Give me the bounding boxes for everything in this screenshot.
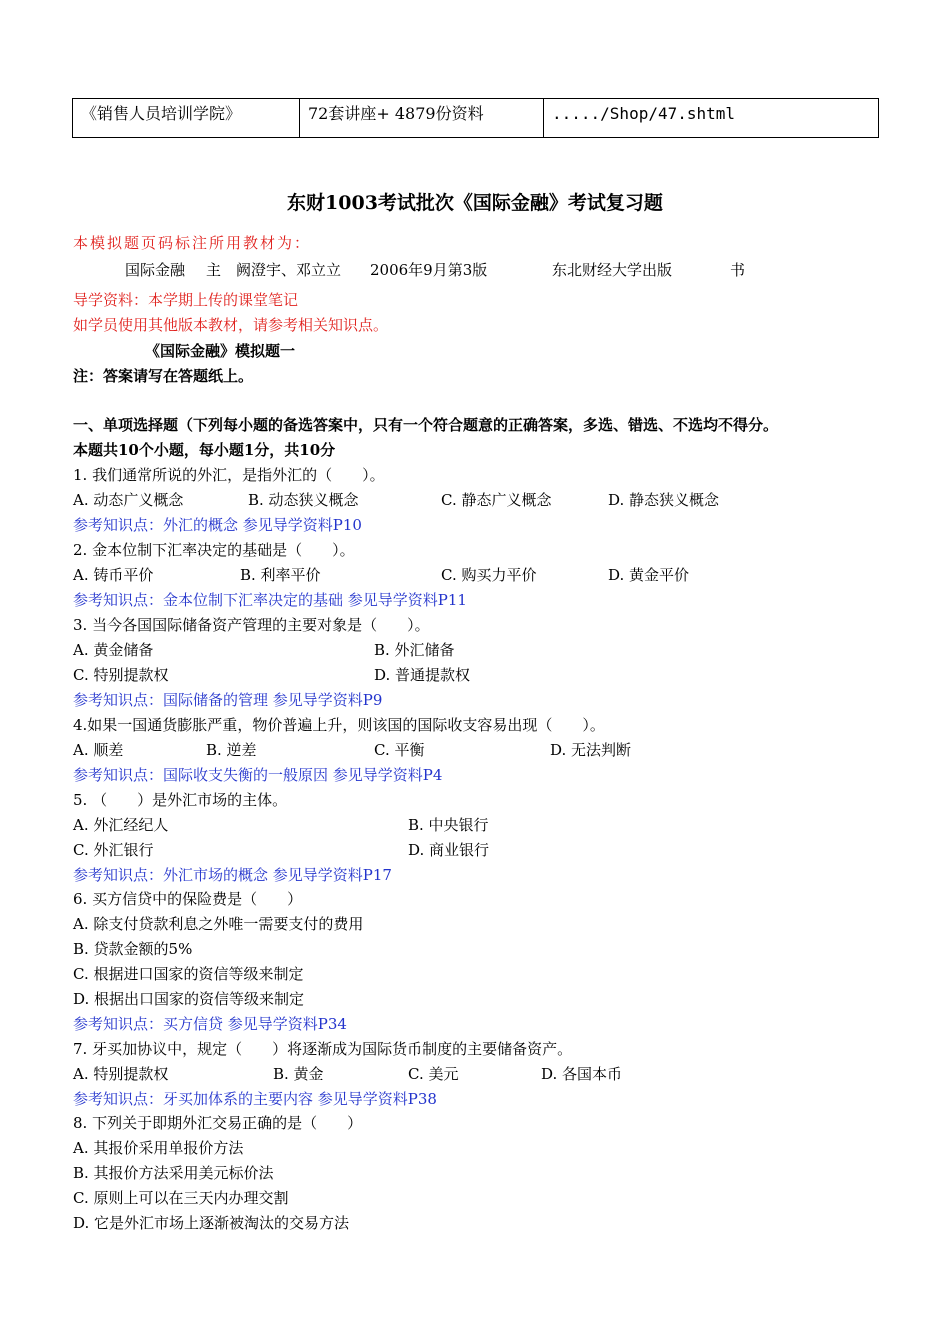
option-d: D. 根据出口国家的资信等级来制定 — [73, 990, 305, 1008]
question-stem: 5. （ ）是外汇市场的主体。 — [73, 791, 288, 809]
option-d: D. 商业银行 — [408, 841, 490, 859]
mock-title: 《国际金融》模拟题一 — [145, 342, 296, 360]
option-d: D. 普通提款权 — [374, 666, 471, 684]
option-b: B. 黄金 — [273, 1065, 324, 1083]
textbook-editor: 主 阙澄宇、邓立立 — [206, 261, 342, 279]
option-d: D. 静态狭义概念 — [608, 491, 720, 509]
option-b: B. 利率平价 — [240, 566, 321, 584]
option-c: C. 静态广义概念 — [441, 491, 552, 509]
question-stem: 2. 金本位制下汇率决定的基础是（ ）。 — [73, 541, 355, 559]
question-stem: 8. 下列关于即期外汇交易正确的是（ ） — [73, 1114, 363, 1132]
option-c: C. 特别提款权 — [73, 666, 169, 684]
header-cell-academy: 《销售人员培训学院》 — [73, 99, 300, 138]
option-a: A. 特别提款权 — [73, 1065, 169, 1083]
textbook-edition: 2006年9月第3版 — [370, 261, 488, 279]
option-b: B. 逆差 — [206, 741, 257, 759]
textbook-label: 本模拟题页码标注所用教材为： — [73, 234, 312, 252]
option-c: C. 根据进口国家的资信等级来制定 — [73, 965, 304, 983]
option-a: A. 黄金储备 — [73, 641, 154, 659]
option-c: C. 美元 — [408, 1065, 459, 1083]
question-stem: 6. 买方信贷中的保险费是（ ） — [73, 890, 303, 908]
reference-note: 参考知识点：买方信贷 参见导学资料P34 — [73, 1015, 347, 1033]
reference-note: 参考知识点：国际收支失衡的一般原因 参见导学资料P4 — [73, 766, 443, 784]
page-title: 东财1003考试批次《国际金融》考试复习题 — [287, 192, 663, 214]
option-d: D. 各国本币 — [541, 1065, 623, 1083]
option-b: B. 外汇储备 — [374, 641, 455, 659]
option-b: B. 贷款金额的5% — [73, 940, 193, 958]
textbook-book: 书 — [730, 261, 746, 279]
option-a: A. 顺差 — [73, 741, 124, 759]
answer-note: 注：答案请写在答题纸上。 — [73, 367, 254, 385]
option-a: A. 其报价采用单报价方法 — [73, 1139, 244, 1157]
reference-note: 参考知识点：金本位制下汇率决定的基础 参见导学资料P11 — [73, 591, 467, 609]
reference-note: 参考知识点：外汇市场的概念 参见导学资料P17 — [73, 866, 392, 884]
option-c: C. 外汇银行 — [73, 841, 154, 859]
option-b: B. 动态狭义概念 — [248, 491, 359, 509]
textbook-publisher: 东北财经大学出版 — [552, 261, 673, 279]
header-row — [73, 99, 879, 138]
reference-note: 参考知识点：牙买加体系的主要内容 参见导学资料P38 — [73, 1090, 437, 1108]
reference-note: 参考知识点：外汇的概念 参见导学资料P10 — [73, 516, 362, 534]
section-subheading: 本题共10个小题，每小题1分，共10分 — [73, 441, 336, 459]
version-note: 如学员使用其他版本教材，请参考相关知识点。 — [73, 316, 389, 334]
option-b: B. 其报价方法采用美元标价法 — [73, 1164, 274, 1182]
option-c: C. 购买力平价 — [441, 566, 537, 584]
option-a: A. 铸币平价 — [73, 566, 154, 584]
option-d: D. 它是外汇市场上逐渐被淘汰的交易方法 — [73, 1214, 350, 1232]
question-stem: 4.如果一国通货膨胀严重，物价普遍上升，则该国的国际收支容易出现（ ）。 — [73, 716, 605, 734]
option-c: C. 原则上可以在三天内办理交割 — [73, 1189, 289, 1207]
option-b: B. 中央银行 — [408, 816, 489, 834]
section-heading: 一、单项选择题（下列每小题的备选答案中，只有一个符合题意的正确答案，多选、错选、不选均不得分。 — [73, 416, 779, 434]
question-stem: 1. 我们通常所说的外汇，是指外汇的（ ）。 — [73, 466, 385, 484]
reference-note: 参考知识点：国际储备的管理 参见导学资料P9 — [73, 691, 383, 709]
header-table — [72, 98, 879, 138]
textbook-name: 国际金融 — [125, 261, 186, 279]
option-c: C. 平衡 — [374, 741, 425, 759]
option-a: A. 外汇经纪人 — [73, 816, 169, 834]
question-stem: 3. 当今各国国际储备资产管理的主要对象是（ ）。 — [73, 616, 430, 634]
header-cell-materials: 72套讲座+ 4879份资料 — [300, 99, 544, 138]
header-cell-link[interactable]: ...../Shop/47.shtml — [544, 99, 879, 138]
guide-note: 导学资料：本学期上传的课堂笔记 — [73, 291, 299, 309]
option-d: D. 黄金平价 — [608, 566, 690, 584]
option-a: A. 除支付贷款利息之外唯一需要支付的费用 — [73, 915, 364, 933]
question-stem: 7. 牙买加协议中，规定（ ）将逐渐成为国际货币制度的主要储备资产。 — [73, 1040, 573, 1058]
option-a: A. 动态广义概念 — [73, 491, 184, 509]
option-d: D. 无法判断 — [550, 741, 632, 759]
